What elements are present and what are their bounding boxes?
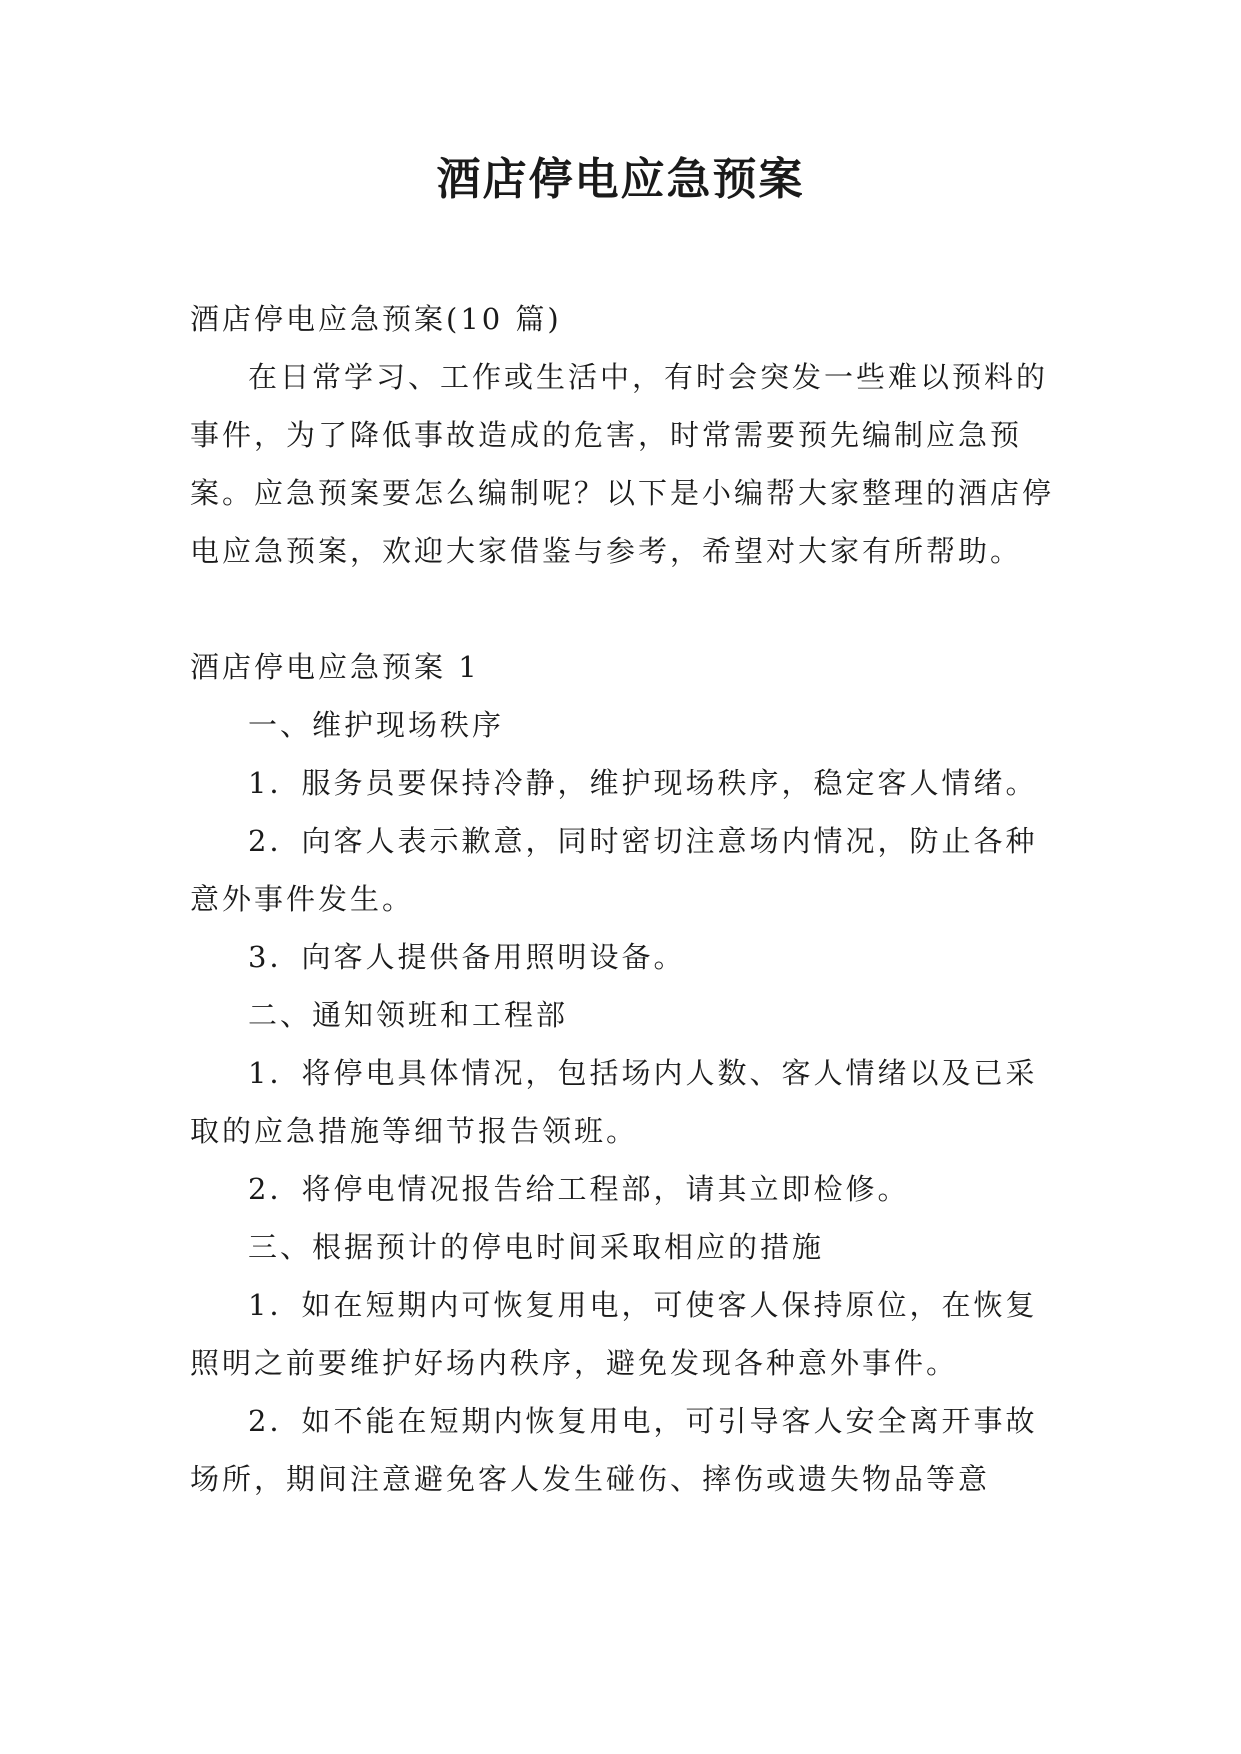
paragraph-1-1: 1．服务员要保持冷静，维护现场秩序，稳定客人情绪。 [248, 766, 1038, 800]
heading-1: 一、维护现场秩序 [248, 708, 505, 742]
paragraph-2-1: 1．将停电具体情况，包括场内人数、客人情绪以及已采取的应急措施等细节报告领班。 [190, 1056, 1038, 1148]
document-body [190, 290, 1060, 1508]
document-title: 酒店停电应急预案 [436, 154, 805, 205]
heading-3: 三、根据预计的停电时间采取相应的措施 [248, 1230, 825, 1264]
paragraph-1-3: 3．向客人提供备用照明设备。 [248, 940, 686, 974]
section-spacer [190, 580, 1060, 638]
paragraph-1-2: 2．向客人表示歉意，同时密切注意场内情况，防止各种意外事件发生。 [190, 824, 1038, 916]
heading-2: 二、通知领班和工程部 [248, 998, 569, 1032]
paragraph-3-1: 1．如在短期内可恢复用电，可使客人保持原位，在恢复照明之前要维护好场内秩序，避免发现各种意外事件。 [190, 1288, 1038, 1380]
document-subtitle: 酒店停电应急预案(10 篇) [190, 302, 562, 336]
paragraph-2-2: 2．将停电情况报告给工程部，请其立即检修。 [248, 1172, 910, 1206]
paragraph-3-2: 2．如不能在短期内恢复用电，可引导客人安全离开事故场所，期间注意避免客人发生碰伤、摔伤或遗失物品等意 [190, 1404, 1038, 1496]
intro-paragraph: 在日常学习、工作或生活中，有时会突发一些难以预料的事件，为了降低事故造成的危害，时常需要预先编制应急预案。应急预案要怎么编制呢？以下是小编帮大家整理的酒店停电应急预案，欢迎大家借鉴与参考，希望对大家有所帮助。 [190, 360, 1055, 568]
section-title: 酒店停电应急预案 1 [190, 650, 480, 684]
